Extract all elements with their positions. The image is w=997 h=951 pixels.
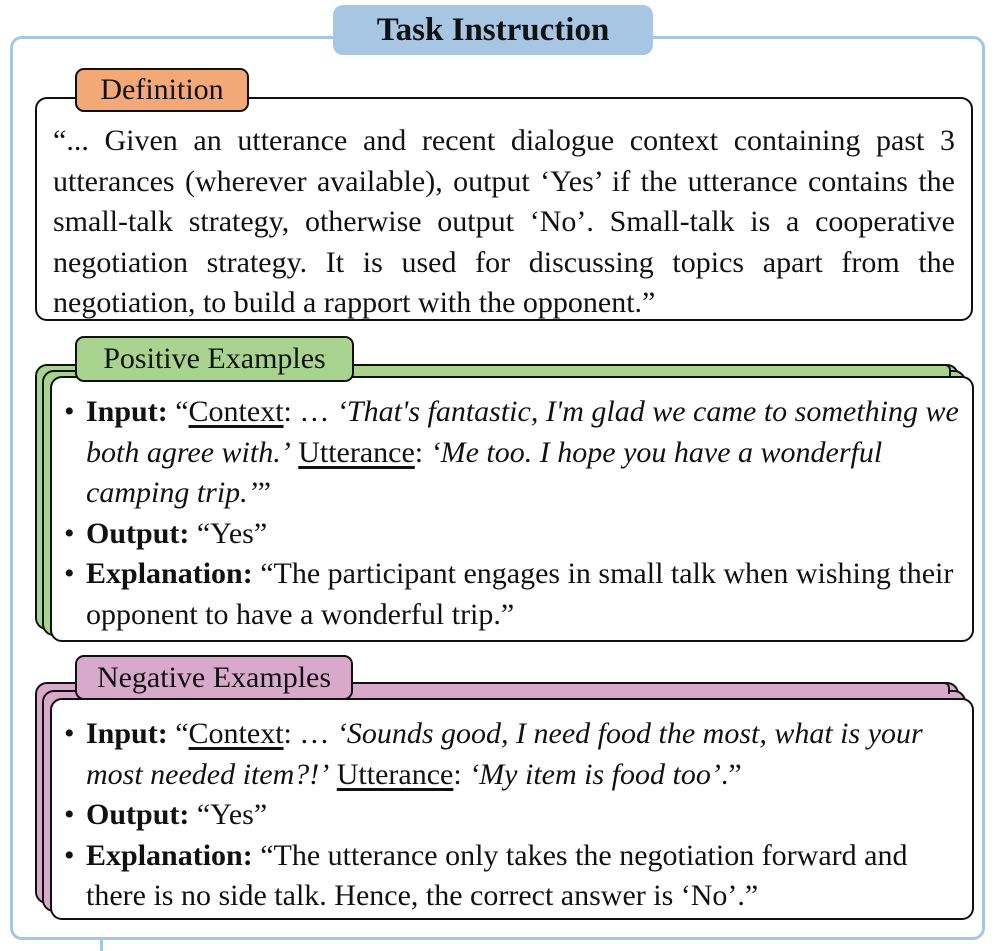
positive-explanation-item bbox=[64, 554, 962, 635]
context-text: ‘Sounds good, I need food the most, what is your most needed item?!’ bbox=[86, 717, 923, 791]
negative-output-item bbox=[64, 795, 962, 836]
output-label: Output: bbox=[86, 798, 190, 831]
frame-tick bbox=[100, 938, 103, 951]
open-quote: “ bbox=[175, 717, 189, 750]
task-instruction-title: Task Instruction bbox=[333, 5, 653, 55]
positive-output-item bbox=[64, 514, 962, 555]
explanation-text: “The participant engages in small talk when wishing their opponent to have a wonderful trip.” bbox=[86, 557, 954, 631]
utterance-label: Utterance bbox=[298, 435, 415, 469]
output-label: Output: bbox=[86, 516, 190, 550]
context-label: Context bbox=[188, 395, 284, 428]
explanation-label: Explanation: bbox=[86, 838, 253, 872]
output-value: “Yes” bbox=[196, 516, 268, 550]
utterance-separator: : bbox=[453, 757, 470, 791]
negative-examples-label: Negative Examples bbox=[75, 655, 353, 700]
context-text: ‘That's fantastic, I'm glad we came to something we both agree with.’ bbox=[86, 395, 959, 469]
close-quote: ” bbox=[257, 476, 271, 509]
context-separator: : … bbox=[283, 395, 337, 428]
positive-examples-card bbox=[50, 376, 974, 642]
negative-tab-rule bbox=[352, 682, 950, 694]
negative-example-list bbox=[64, 714, 962, 917]
utterance-text: ‘My item is food too’ bbox=[469, 757, 721, 791]
positive-tab-rule bbox=[353, 364, 951, 376]
open-quote: “ bbox=[175, 395, 189, 428]
input-label: Input: bbox=[86, 717, 168, 750]
definition-text: “... Given an utterance and recent dialogue context containing past 3 utterances (wherever available), output ‘Yes’ if the utterance contains the small-talk strategy, otherwise output ‘No’. Small-talk is a cooperative negotiation strategy. It is used for discussing topics apart from the negotiation, to build a rapport with the opponent.” bbox=[53, 124, 955, 319]
utterance-label: Utterance bbox=[336, 757, 454, 791]
positive-input-item bbox=[64, 392, 962, 514]
utterance-text: ‘Me too. I hope you have a wonderful camping trip.’ bbox=[86, 435, 883, 509]
definition-box bbox=[35, 97, 973, 321]
context-label: Context bbox=[188, 717, 284, 750]
definition-label: Definition bbox=[75, 68, 249, 112]
negative-explanation-item bbox=[64, 836, 962, 917]
positive-examples-label: Positive Examples bbox=[75, 336, 354, 382]
explanation-label: Explanation: bbox=[86, 557, 253, 590]
negative-examples-card bbox=[50, 698, 974, 920]
explanation-text: “The utterance only takes the negotiation forward and there is no side talk. Hence, the correct answer is ‘No’.” bbox=[86, 838, 908, 912]
input-label: Input: bbox=[86, 395, 168, 428]
utterance-separator: : bbox=[414, 435, 431, 469]
close-quote: .” bbox=[720, 757, 742, 791]
output-value: “Yes” bbox=[196, 798, 268, 831]
positive-example-list bbox=[64, 392, 962, 635]
context-separator: : … bbox=[283, 717, 337, 750]
negative-input-item bbox=[64, 714, 962, 795]
